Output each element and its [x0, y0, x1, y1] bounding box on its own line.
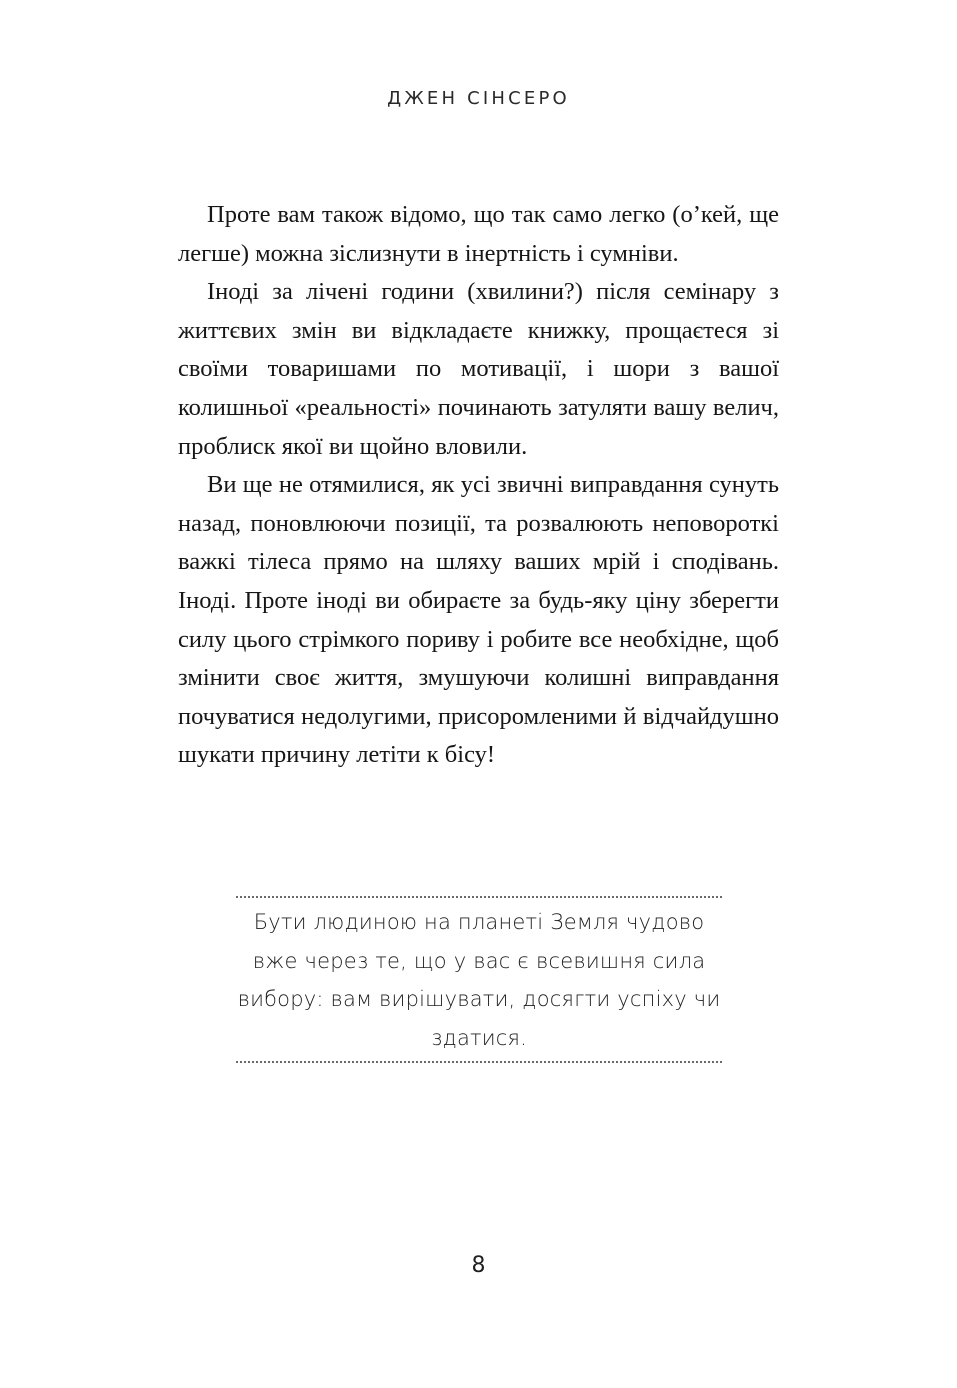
running-head-author: ДЖЕН СІНСЕРО	[387, 88, 570, 109]
pullquote-bottom-rule	[236, 1061, 722, 1063]
paragraph-2: Іноді за лічені години (хвилини?) після семінару з життєвих змін ви відкладаєте книжку, прощаєтеся зі своїми товаришами по мотивації, і шори з вашої колишньої «реальності» починають затуляти вашу велич, проблиск якої ви щойно вловили.	[178, 278, 779, 460]
pullquote-text: Бути людиною на планеті Земля чудово вже через те, що у вас є всевишня сила вибору: вам вирішувати, досягти успіху чи здатися.	[237, 910, 721, 1050]
page-number: 8	[471, 1253, 486, 1278]
paragraph-3: Ви ще не отямилися, як усі звичні виправдання сунуть назад, поновлюючи позиції, та розвалюють неповороткі важкі тілеса прямо на шляху ваших мрій і сподівань. Іноді. Проте іноді ви обираєте за будь-яку ціну зберегти силу цього стрімкого пориву і робите все необхідне, щоб змінити своє життя, змушуючи колишні виправдання почуватися недолугими, присоромленими й відчайдушно шукати причину летіти к бісу!	[178, 471, 779, 769]
paragraph-1: Проте вам також відомо, що так само легко (о’кей, ще легше) можна зіслизнути в інертність і сумніви.	[178, 201, 779, 267]
pullquote	[236, 896, 722, 1063]
body-text	[178, 196, 779, 775]
